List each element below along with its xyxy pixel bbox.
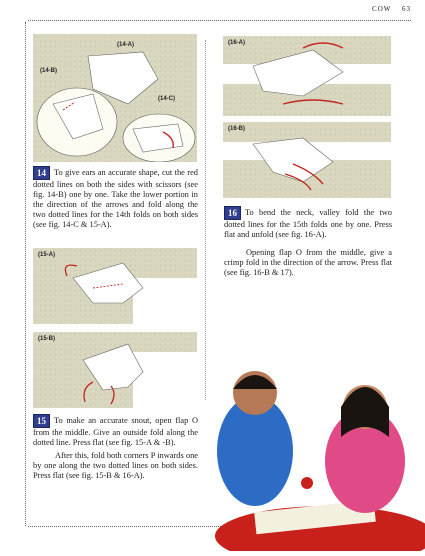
section-title: COW bbox=[372, 5, 392, 13]
page-number: 63 bbox=[402, 5, 411, 13]
children-photo-illustration bbox=[175, 351, 425, 551]
figure-label-16b: (16-B) bbox=[228, 126, 246, 132]
figure-label-14c: (14-C) bbox=[158, 96, 176, 102]
step-14-text: To give ears an accurate shape, cut the red dotted lines on both the sides with scissors (see fig. 14-B) one by one. Take the lower portion in the direction of the arrows and fold along the two dotted lines for the 14th folds on both sides (see fig. 14-C & 15-A). bbox=[33, 167, 198, 229]
figure-label-14a: (14-A) bbox=[117, 42, 135, 48]
step-15-text: To make an accurate snout, open flap O from the middle. Give an outside fold along the dotted line. Press flat (see fig. 15-A & -B). bbox=[33, 415, 198, 447]
step-number-16: 16 bbox=[224, 206, 241, 220]
step-15 bbox=[33, 414, 198, 481]
figure-label-15b: (15-B) bbox=[38, 336, 56, 342]
step-number-15: 15 bbox=[33, 414, 50, 428]
figure-label-15a: (15-A) bbox=[38, 252, 56, 258]
page-header bbox=[372, 5, 411, 13]
step-14 bbox=[33, 166, 198, 230]
step-16-text-2: Opening flap O from the middle, give a crimp fold in the direction of the arrow. Press flat (see fig. 16-B & 17). bbox=[224, 248, 392, 277]
figure-15a bbox=[33, 248, 197, 324]
step-number-14: 14 bbox=[33, 166, 50, 180]
figure-15b bbox=[33, 332, 197, 408]
figure-16a-illustration bbox=[223, 36, 391, 116]
column-divider bbox=[205, 40, 206, 400]
figure-16a bbox=[223, 36, 391, 116]
children-photo bbox=[175, 351, 425, 551]
figure-15b-illustration bbox=[33, 332, 197, 408]
step-16-text: To bend the neck, valley fold the two dotted lines for the 15th folds one by one. Press flat and unfold (see fig. 16-A). bbox=[224, 207, 392, 239]
left-divider bbox=[25, 22, 26, 526]
step-15-text-2: After this, fold both corners P inwards one by one along the two dotted lines on both sides. Press flat (see fig. 15-B & 16-A). bbox=[33, 451, 198, 480]
figure-16b-illustration bbox=[223, 122, 391, 198]
step-16 bbox=[224, 206, 392, 278]
top-divider bbox=[28, 20, 411, 21]
figure-label-14b: (14-B) bbox=[40, 68, 58, 74]
figure-16b bbox=[223, 122, 391, 198]
figure-15a-illustration bbox=[33, 248, 197, 324]
figure-label-16a: (16-A) bbox=[228, 40, 246, 46]
